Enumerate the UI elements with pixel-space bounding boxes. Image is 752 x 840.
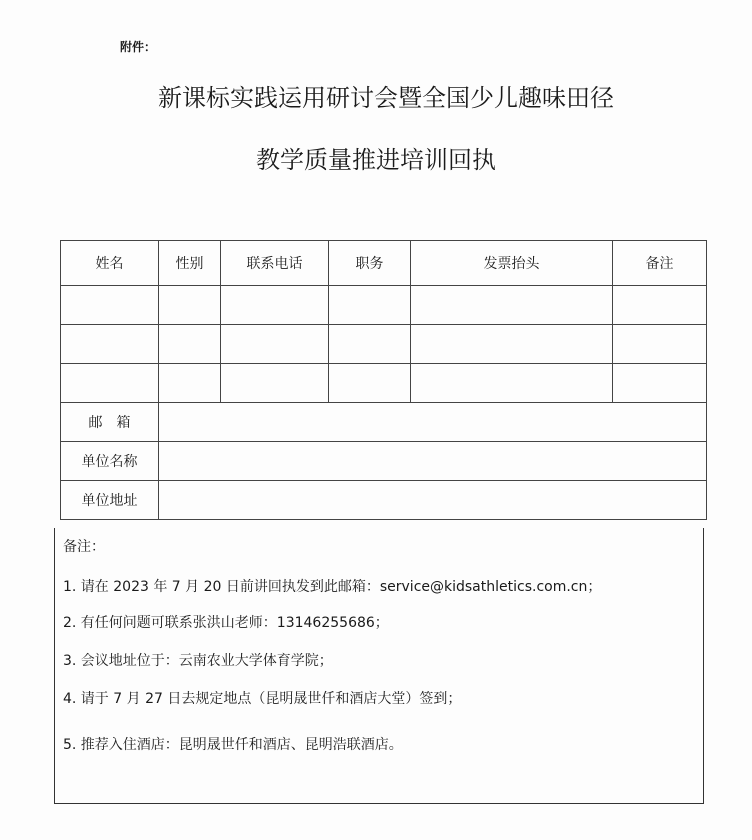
header-phone: 联系电话 [221,241,329,286]
phone-cell[interactable] [221,325,329,364]
header-invoice-title: 发票抬头 [411,241,613,286]
organization-name-label: 单位名称 [61,442,159,481]
header-remarks: 备注 [613,241,707,286]
name-cell[interactable] [61,325,159,364]
organization-name-row [61,442,707,481]
document-title-line-2: 教学质量推进培训回执 [256,146,496,174]
table-header-row [61,241,707,286]
invoice-title-cell[interactable] [411,286,613,325]
note-item-4: 4. 请于 7 月 27 日去规定地点（昆明晟世仟和酒店大堂）签到； [63,691,462,707]
table-row [61,325,707,364]
phone-cell[interactable] [221,286,329,325]
organization-address-field[interactable] [159,481,707,520]
phone-cell[interactable] [221,364,329,403]
name-cell[interactable] [61,286,159,325]
email-row [61,403,707,442]
gender-cell[interactable] [159,325,221,364]
note-item-1: 1. 请在 2023 年 7 月 20 日前讲回执发到此邮箱：service@kidsathletics.com.cn； [63,579,602,595]
email-label: 邮 箱 [61,403,159,442]
document-title-line-1: 新课标实践运用研讨会暨全国少儿趣味田径 [158,84,614,112]
position-cell[interactable] [329,286,411,325]
remarks-cell[interactable] [613,286,707,325]
notes-title: 备注： [63,539,105,555]
gender-cell[interactable] [159,364,221,403]
header-position: 职务 [329,241,411,286]
organization-address-label: 单位地址 [61,481,159,520]
receipt-form-table [60,240,707,520]
note-item-2: 2. 有任何问题可联系张洪山老师：13146255686； [63,615,389,631]
notes-section [54,528,704,804]
organization-name-field[interactable] [159,442,707,481]
header-gender: 性别 [159,241,221,286]
note-item-5: 5. 推荐入住酒店：昆明晟世仟和酒店、昆明浩联酒店。 [63,737,403,753]
position-cell[interactable] [329,364,411,403]
remarks-cell[interactable] [613,325,707,364]
invoice-title-cell[interactable] [411,325,613,364]
organization-address-row [61,481,707,520]
note-item-3: 3. 会议地址位于：云南农业大学体育学院； [63,653,333,669]
name-cell[interactable] [61,364,159,403]
email-field[interactable] [159,403,707,442]
table-row [61,286,707,325]
invoice-title-cell[interactable] [411,364,613,403]
attachment-label: 附件： [120,40,157,54]
gender-cell[interactable] [159,286,221,325]
table-row [61,364,707,403]
position-cell[interactable] [329,325,411,364]
header-name: 姓名 [61,241,159,286]
remarks-cell[interactable] [613,364,707,403]
